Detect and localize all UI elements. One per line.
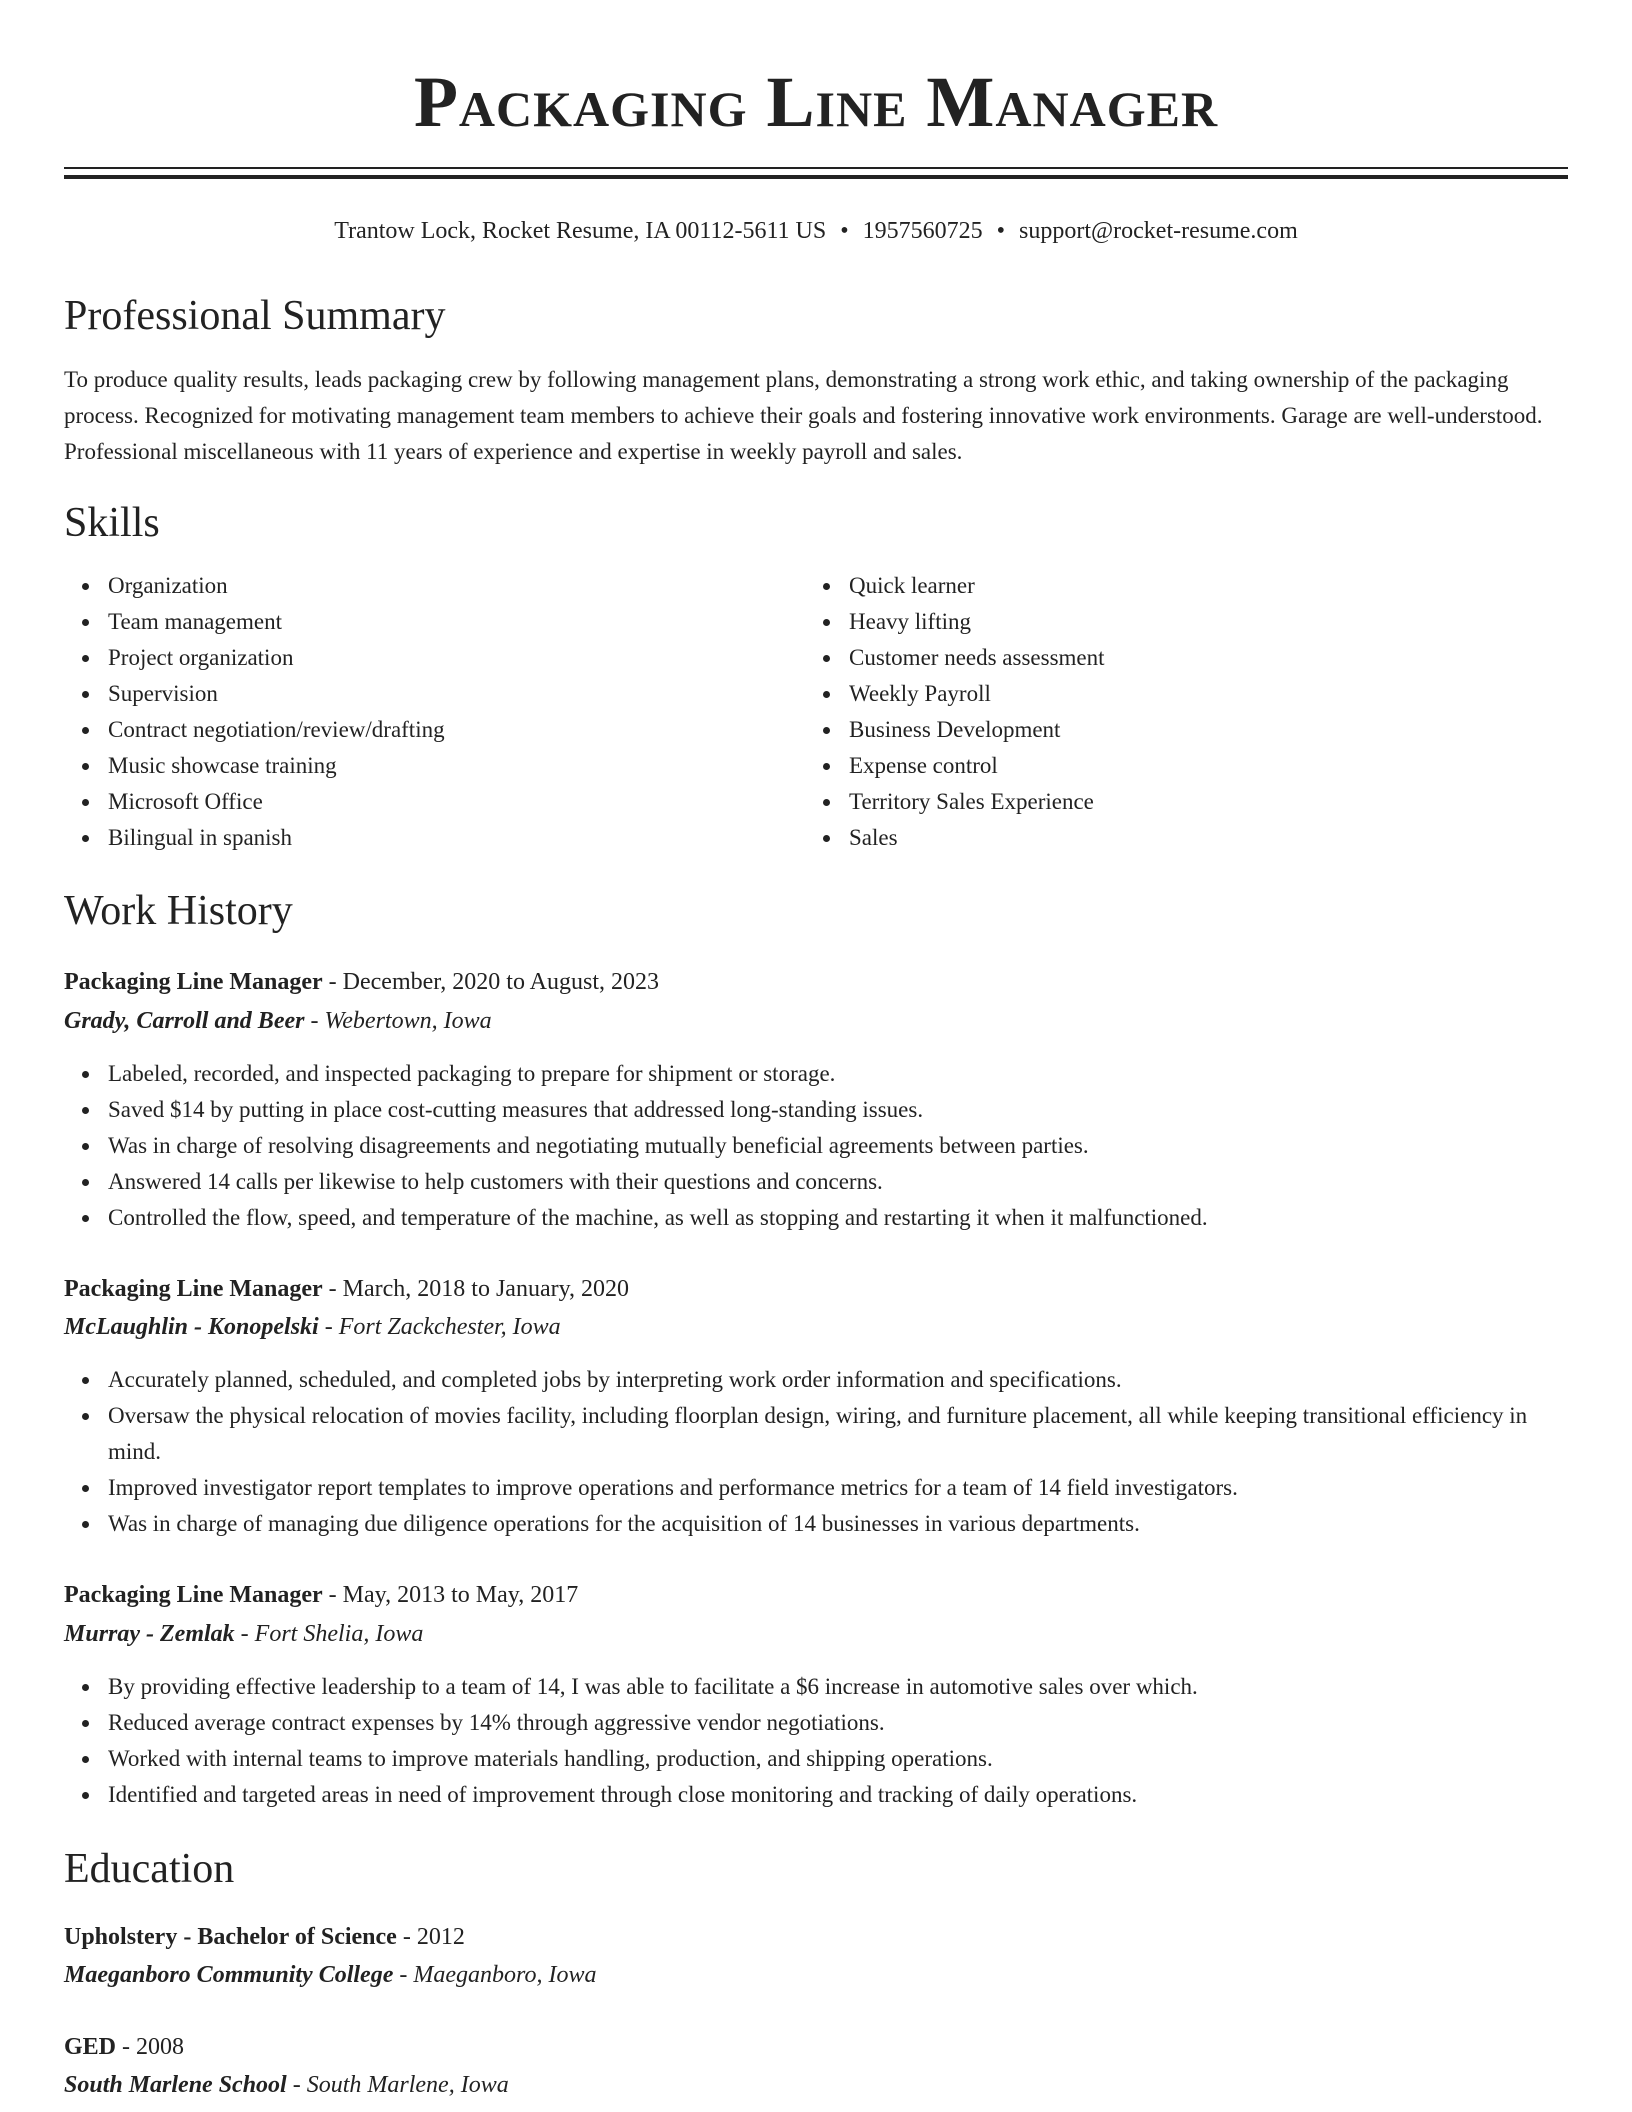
skill-item: Team management — [108, 604, 764, 640]
dash: - — [318, 1314, 339, 1340]
summary-text: To produce quality results, leads packaging crew by following management plans, demonstrating a strong work ethic, and taking ownership of the packaging process. Recognized for motivating management team members to achieve their goals and fostering innovative work environments. Garage are well-understood. Professional miscellaneous with 11 years of experience and expertise in weekly payroll and sales. — [64, 367, 1543, 464]
job-location: Fort Shelia, Iowa — [254, 1621, 424, 1647]
education-degree: Upholstery - Bachelor of Science — [64, 1924, 397, 1950]
skills-right-column — [805, 568, 1505, 856]
job-company: McLaughlin - Konopelski — [64, 1314, 319, 1340]
education-location: South Marlene, Iowa — [306, 2072, 509, 2098]
job-bullet: Accurately planned, scheduled, and completed jobs by interpreting work order information and specifications. — [108, 1362, 1568, 1398]
contact-separator: • — [840, 218, 849, 244]
job-bullet: Labeled, recorded, and inspected packaging to prepare for shipment or storage. — [108, 1056, 1568, 1092]
summary-heading: Professional Summary — [64, 293, 446, 339]
job-employer — [64, 1002, 492, 1040]
skill-item: Contract negotiation/review/drafting — [108, 712, 764, 748]
education-school-line — [64, 2066, 509, 2104]
skill-item: Project organization — [108, 640, 764, 676]
job-bullet: Reduced average contract expenses by 14% through aggressive vendor negotiations. — [108, 1705, 1568, 1741]
dash: - — [322, 1582, 343, 1608]
title-rule-thick — [64, 175, 1568, 179]
title-rule-thin — [64, 167, 1568, 169]
education-degree-line — [64, 2028, 184, 2066]
education-school-line — [64, 1956, 596, 1994]
job-title: Packaging Line Manager — [64, 1582, 323, 1608]
job-bullets — [64, 1669, 1568, 1813]
skill-item: Heavy lifting — [849, 604, 1505, 640]
dash: - — [322, 969, 343, 995]
skill-item: Microsoft Office — [108, 784, 764, 820]
job-dates: March, 2018 to January, 2020 — [342, 1276, 630, 1302]
dash: - — [393, 1962, 414, 1988]
dash: - — [322, 1276, 343, 1302]
education-degree: GED — [64, 2034, 117, 2060]
skill-item: Expense control — [849, 748, 1505, 784]
skill-item: Quick learner — [849, 568, 1505, 604]
job-header — [64, 1576, 578, 1614]
job-company: Murray - Zemlak — [64, 1621, 235, 1647]
job-employer — [64, 1308, 561, 1346]
skill-item: Business Development — [849, 712, 1505, 748]
education-school: South Marlene School — [64, 2072, 287, 2098]
job-bullet: Identified and targeted areas in need of improvement through close monitoring and tracking of daily operations. — [108, 1777, 1568, 1813]
job-title: Packaging Line Manager — [64, 969, 323, 995]
job-bullet: Was in charge of managing due diligence operations for the acquisition of 14 businesses in various departments. — [108, 1506, 1568, 1542]
job-bullet: By providing effective leadership to a team of 14, I was able to facilitate a $6 increase in automotive sales over which. — [108, 1669, 1568, 1705]
education-year: 2008 — [136, 2034, 185, 2060]
work-history-heading: Work History — [64, 888, 293, 934]
dash: - — [234, 1621, 255, 1647]
skill-item: Weekly Payroll — [849, 676, 1505, 712]
job-bullet: Was in charge of resolving disagreements and negotiating mutually beneficial agreements between parties. — [108, 1128, 1568, 1164]
education-school: Maeganboro Community College — [64, 1962, 394, 1988]
skill-item: Supervision — [108, 676, 764, 712]
contact-email: support@rocket-resume.com — [1019, 218, 1298, 244]
job-bullet: Answered 14 calls per likewise to help customers with their questions and concerns. — [108, 1164, 1568, 1200]
contact-phone: 1957560725 — [862, 218, 983, 244]
job-location: Webertown, Iowa — [324, 1008, 492, 1034]
job-location: Fort Zackchester, Iowa — [338, 1314, 561, 1340]
job-dates: December, 2020 to August, 2023 — [342, 969, 659, 995]
education-location: Maeganboro, Iowa — [413, 1962, 597, 1988]
job-company: Grady, Carroll and Beer — [64, 1008, 305, 1034]
job-header — [64, 1270, 629, 1308]
skill-item: Music showcase training — [108, 748, 764, 784]
contact-address: Trantow Lock, Rocket Resume, IA 00112-5611 US — [334, 218, 827, 244]
skill-item: Sales — [849, 820, 1505, 856]
dash: - — [396, 1924, 417, 1950]
job-header — [64, 963, 659, 1001]
contact-line — [64, 212, 1568, 250]
skill-item: Territory Sales Experience — [849, 784, 1505, 820]
dash: - — [304, 1008, 325, 1034]
contact-separator: • — [996, 218, 1006, 244]
job-bullet: Saved $14 by putting in place cost-cutting measures that addressed long-standing issues. — [108, 1092, 1568, 1128]
job-bullet: Controlled the flow, speed, and temperature of the machine, as well as stopping and restarting it when it malfunctioned. — [108, 1200, 1568, 1236]
education-heading: Education — [64, 1846, 235, 1892]
resume-page — [64, 0, 1568, 2098]
education-degree-line — [64, 1918, 465, 1956]
skill-item: Bilingual in spanish — [108, 820, 764, 856]
skills-heading: Skills — [64, 500, 160, 546]
job-employer — [64, 1615, 423, 1653]
job-bullets — [64, 1362, 1568, 1542]
resume-title: Packaging Line Manager — [413, 62, 1219, 142]
job-bullets — [64, 1056, 1568, 1236]
education-year: 2012 — [416, 1924, 465, 1950]
skill-item: Organization — [108, 568, 764, 604]
job-bullet: Improved investigator report templates to improve operations and performance metrics for a team of 14 field investigators. — [108, 1470, 1568, 1506]
job-bullet: Worked with internal teams to improve materials handling, production, and shipping operations. — [108, 1741, 1568, 1777]
dash: - — [286, 2072, 307, 2098]
skill-item: Customer needs assessment — [849, 640, 1505, 676]
job-title: Packaging Line Manager — [64, 1276, 323, 1302]
job-dates: May, 2013 to May, 2017 — [342, 1582, 579, 1608]
dash: - — [116, 2034, 137, 2060]
skills-left-column — [64, 568, 764, 856]
job-bullet: Oversaw the physical relocation of movies facility, including floorplan design, wiring, and furniture placement, all while keeping transitional efficiency in mind. — [108, 1398, 1568, 1470]
